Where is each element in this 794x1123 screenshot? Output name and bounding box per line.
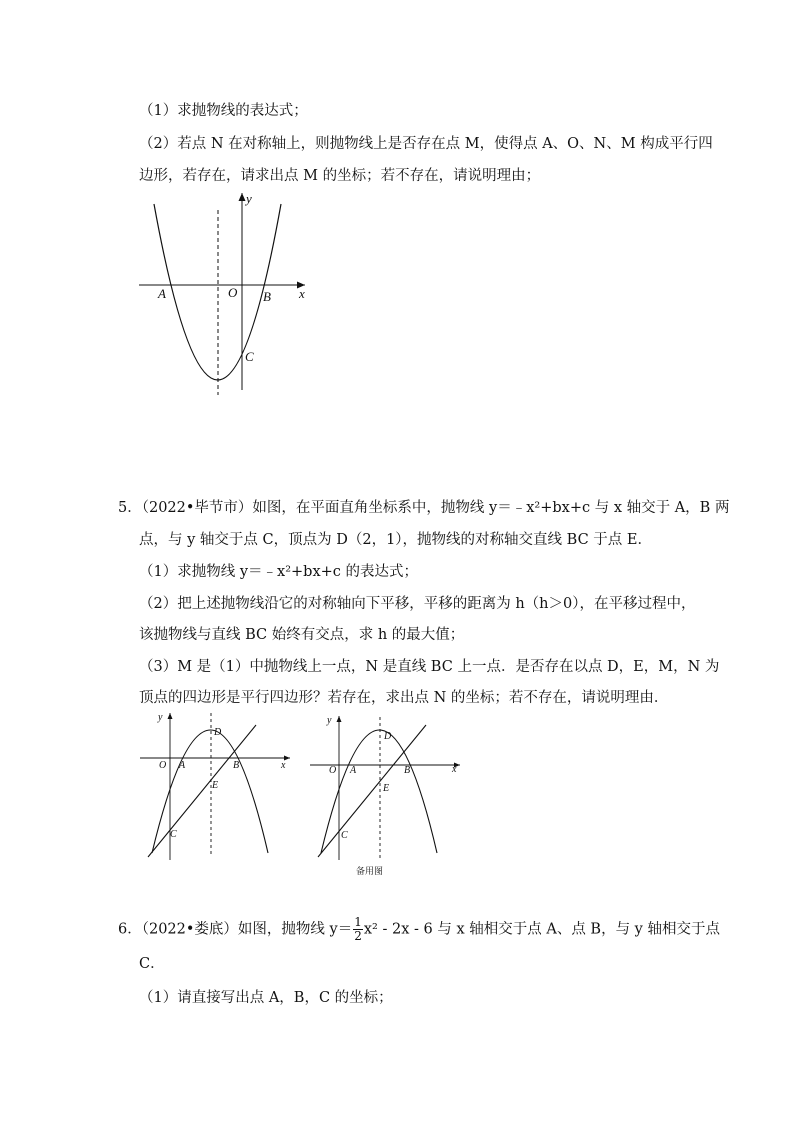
q4-label-x: x — [299, 286, 305, 301]
q5a-label-A: A — [179, 760, 186, 771]
q5b-label-C: C — [341, 830, 348, 841]
q5-part3-line2: 顶点的四边形是平行四边形？若存在，求出点 N 的坐标；若不存在，请说明理由． — [139, 690, 669, 706]
q5-line2: 点，与 y 轴交于点 C，顶点为 D（2，1），抛物线的对称轴交直线 BC 于点 E． — [139, 532, 652, 548]
q5a-line-bc — [148, 725, 256, 857]
q5a-label-O: O — [159, 760, 167, 771]
q5-part2-line2: 该抛物线与直线 BC 始终有交点，求 h 的最大值； — [139, 627, 465, 643]
q5b-label-A: A — [350, 765, 357, 776]
q5a-label-C: C — [170, 829, 177, 840]
q6-line1 — [118, 916, 720, 943]
q5a-label-B: B — [233, 760, 240, 771]
q4-label-O: O — [228, 285, 238, 300]
q6-fraction — [353, 916, 363, 943]
q5b-y-arrow — [337, 716, 342, 722]
q5a-label-E: E — [212, 780, 219, 791]
q4-part1: （1）求抛物线的表达式； — [139, 103, 308, 119]
q6-prefix: 6．（2022•娄底）如图，抛物线 y＝ — [118, 921, 353, 938]
q5b-label-E: E — [383, 783, 390, 794]
q6-frac-den: 2 — [354, 929, 362, 943]
q5-spare-caption: 备用图 — [356, 867, 384, 877]
q5b-label-D: D — [384, 731, 392, 742]
q6-part1: （1）请直接写出点 A，B，C 的坐标； — [139, 990, 393, 1006]
q5b-label-O: O — [329, 765, 337, 776]
q5b-label-x: x — [452, 764, 457, 775]
q4-part2-line2: 边形，若存在，请求出点 M 的坐标；若不存在，请说明理由； — [139, 168, 541, 184]
q4-part2-line1: （2）若点 N 在对称轴上，则抛物线上是否存在点 M，使得点 A、O、N、M 构成平行四 — [139, 136, 713, 152]
q5a-label-D: D — [214, 727, 222, 738]
q6-line2: C． — [139, 956, 165, 972]
q4-label-y: y — [246, 191, 252, 206]
q5-part3-line1: （3）M 是（1）中抛物线上一点，N 是直线 BC 上一点．是否存在以点 D，E，M，N 为 — [139, 659, 720, 675]
q4-label-C: C — [245, 349, 254, 364]
q5-part1: （1）求抛物线 y＝﹣x²+bx+c 的表达式； — [139, 564, 419, 580]
q5-line1: 5．（2022•毕节市）如图，在平面直角坐标系中，抛物线 y＝﹣x²+bx+c 与 x 轴交于 A，B 两 — [118, 500, 730, 516]
q5a-label-y: y — [158, 712, 163, 723]
q5b-label-B: B — [404, 765, 411, 776]
q4-label-A: A — [158, 286, 166, 301]
q5a-y-arrow — [168, 713, 173, 719]
q6-frac-num: 1 — [354, 915, 362, 929]
q5b-parabola — [321, 730, 437, 853]
q6-suffix: x² - 2x - 6 与 x 轴相交于点 A、点 B，与 y 轴相交于点 — [363, 921, 720, 938]
q5b-label-y: y — [327, 715, 332, 726]
q5b-line-bc — [318, 725, 426, 857]
q5a-label-x: x — [281, 760, 286, 771]
q5-part2-line1: （2）把上述抛物线沿它的对称轴向下平移，平移的距离为 h（h＞0），在平移过程中， — [139, 596, 696, 612]
q4-label-B: B — [263, 289, 271, 304]
